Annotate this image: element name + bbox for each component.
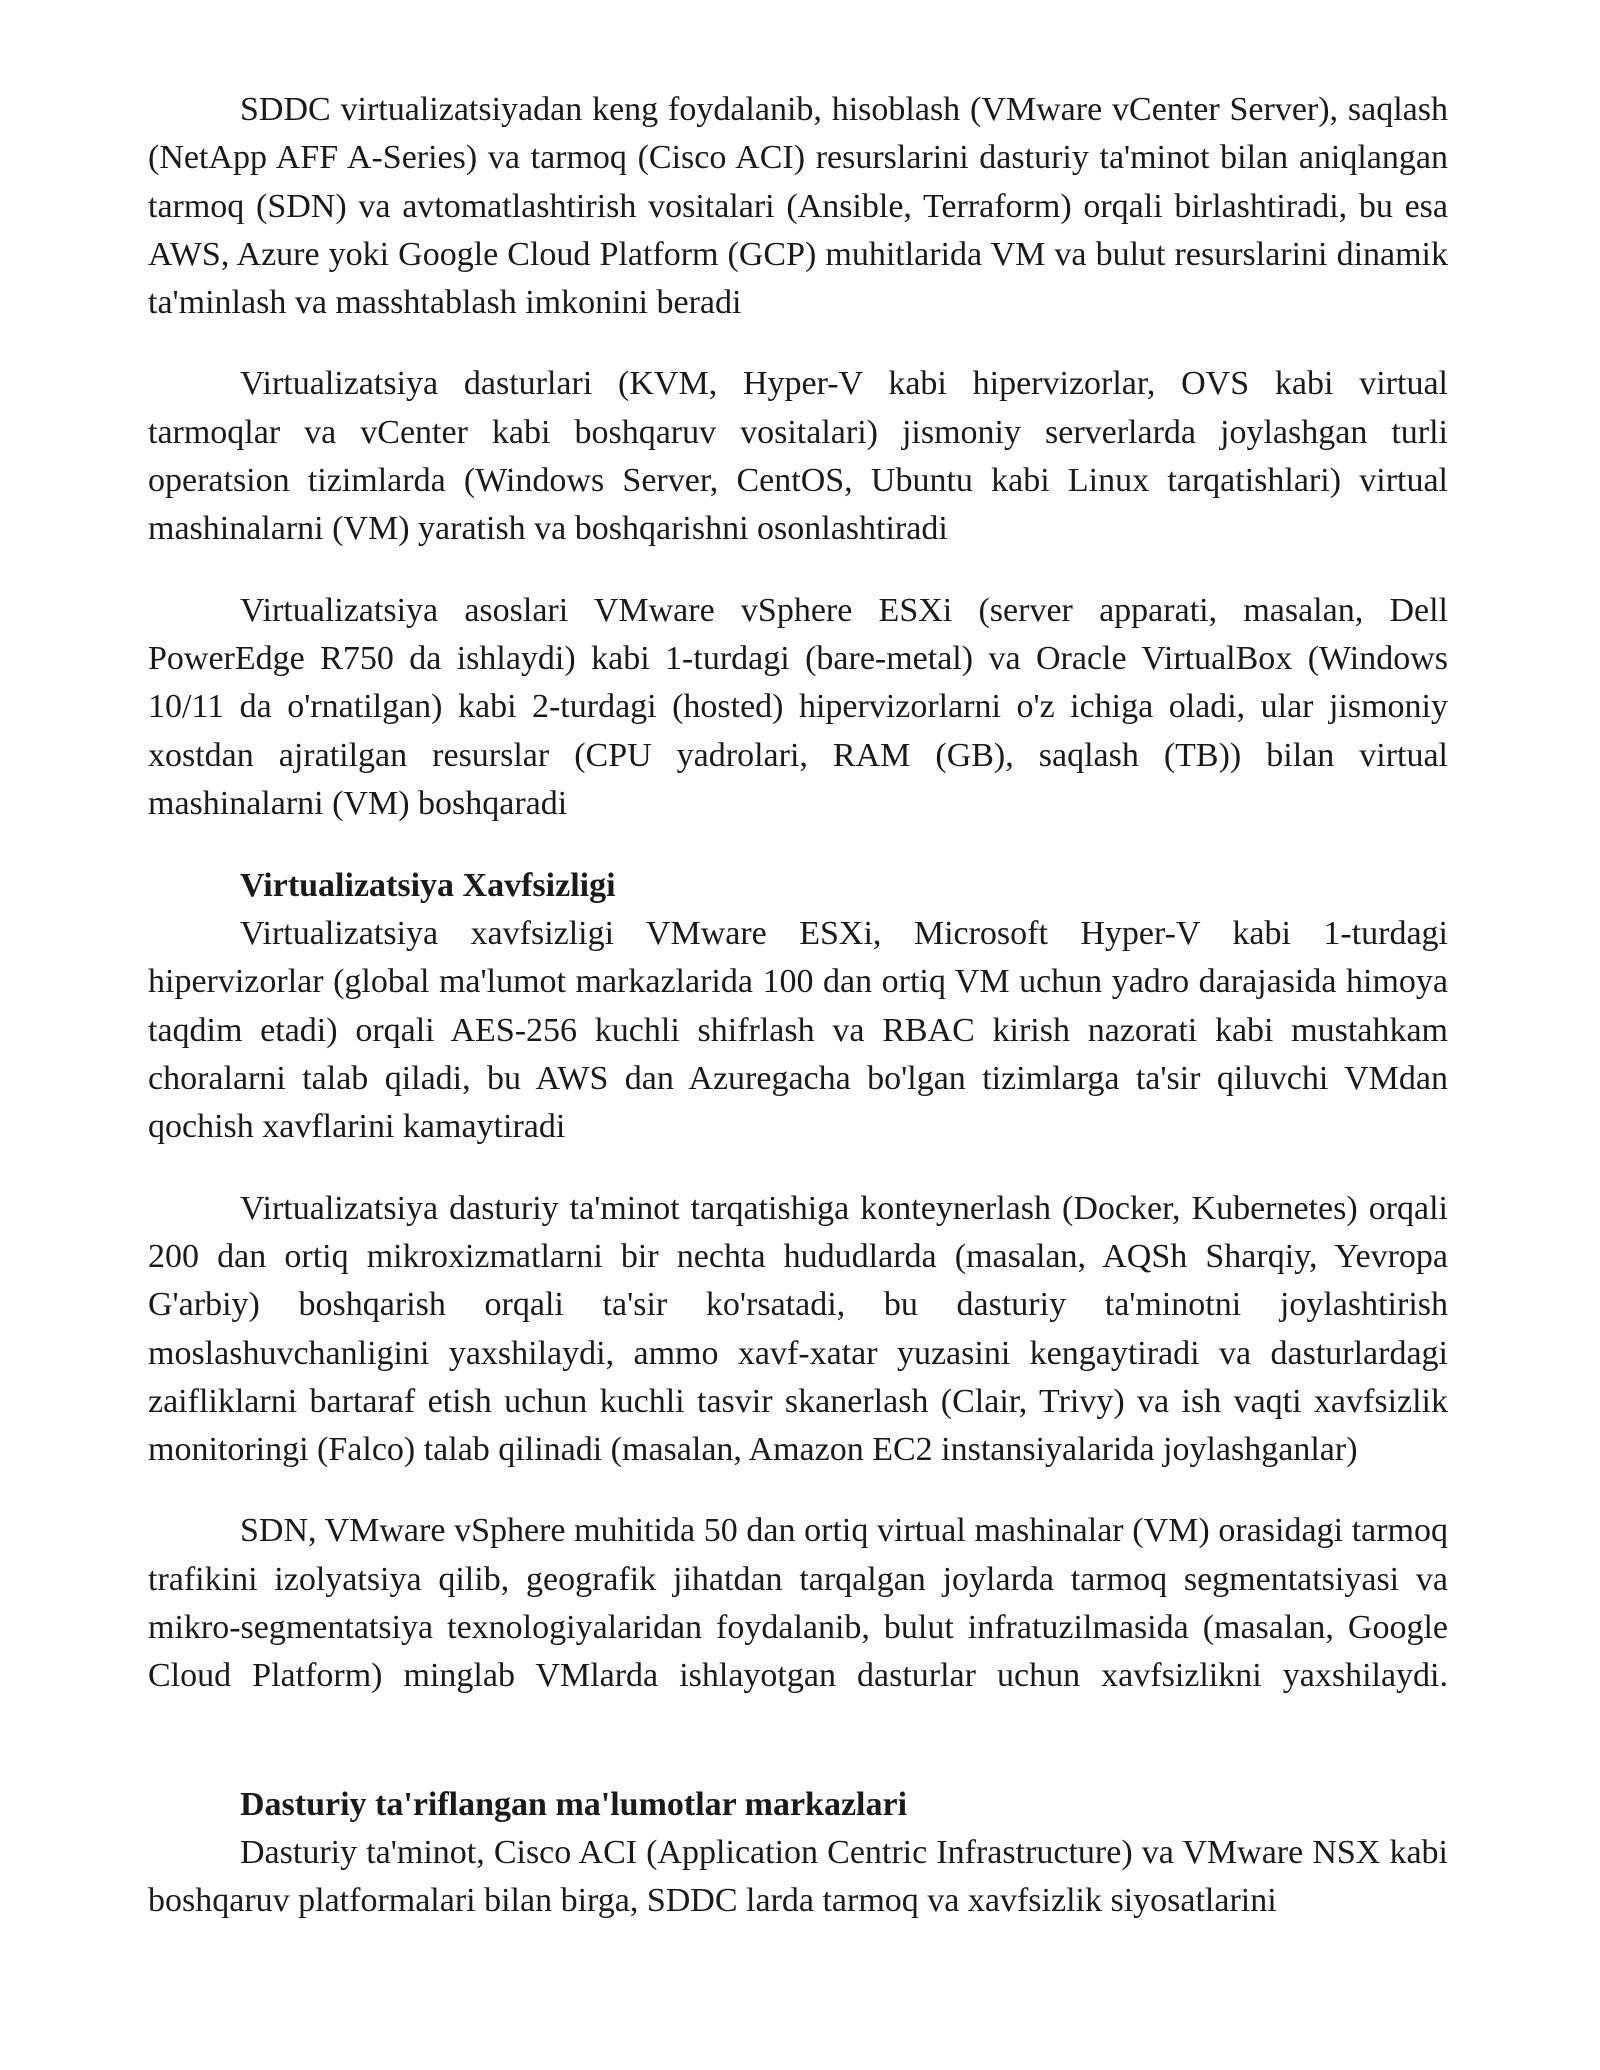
paragraph-sddc-platforms: Dasturiy ta'minot, Cisco ACI (Application Centric Infrastructure) va VMware NSX kabi boshqaruv platformalari bilan birga, SDDC larda tarmoq va xavfsizlik siyosatlarini bbox=[148, 1833, 1448, 1919]
paragraph-security-sdn: SDN, VMware vSphere muhitida 50 dan ortiq virtual mashinalar (VM) orasidagi tarmoq trafikini izolyatsiya qilib, geografik jihatdan tarqalgan joylarda tarmoq segmentatsiyasi va mikro-segmentatsiya texnologiyalaridan foydalanib, bulut infratuzilmasida (masalan, Google Cloud Platform) minglab VMlarda ishlayotgan dasturlar uchun xavfsizlikni yaxshilaydi. bbox=[148, 1512, 1448, 1695]
heading-software-defined-datacenters: Dasturiy ta'riflangan ma'lumotlar markazlari bbox=[240, 1785, 908, 1823]
paragraph-sddc-overview: SDDC virtualizatsiyadan keng foydalanib, hisoblash (VMware vCenter Server), saqlash (NetApp AFF A-Series) va tarmoq (Cisco ACI) resurslarini dasturiy ta'minot bilan aniqlangan tarmoq (SDN) va avtomatlashtirish vositalari (Ansible, Terraform) orqali birlashtiradi, bu esa AWS, Azure yoki Google Cloud Platform (GCP) muhitlarida VM va bulut resurslarini dinamik ta'minlash va masshtablash imkonini beradi bbox=[148, 91, 1448, 322]
paragraph-virtualization-software: Virtualizatsiya dasturlari (KVM, Hyper-V kabi hipervizorlar, OVS kabi virtual tarmoqlar va vCenter kabi boshqaruv vositalari) jismoniy serverlarda joylashgan turli operatsion tizimlarda (Windows Server, CentOS, Ubuntu kabi Linux tarqatishlari) virtual mashinalarni (VM) yaratish va boshqarishni osonlashtiradi bbox=[148, 365, 1448, 548]
document-page bbox=[148, 86, 1448, 1925]
paragraph-security-hypervisors: Virtualizatsiya xavfsizligi VMware ESXi, Microsoft Hyper-V kabi 1-turdagi hipervizorlar (global ma'lumot markazlarida 100 dan ortiq VM uchun yadro darajasida himoya taqdim etadi) orqali AES-256 kuchli shifrlash va RBAC kirish nazorati kabi mustahkam choralarni talab qiladi, bu AWS dan Azuregacha bo'lgan tizimlarga ta'sir qiluvchi VMdan qochish xavflarini kamaytiradi bbox=[148, 915, 1448, 1146]
heading-virtualization-security: Virtualizatsiya Xavfsizligi bbox=[240, 867, 616, 905]
paragraph-virtualization-basics: Virtualizatsiya asoslari VMware vSphere ESXi (server apparati, masalan, Dell PowerEdge R750 da ishlaydi) kabi 1-turdagi (bare-metal) va Oracle VirtualBox (Windows 10/11 da o'rnatilgan) kabi 2-turdagi (hosted) hipervizorlarni o'z ichiga oladi, ular jismoniy xostdan ajratilgan resurslar (CPU yadrolari, RAM (GB), saqlash (TB)) bilan virtual mashinalarni (VM) boshqaradi bbox=[148, 591, 1448, 822]
paragraph-security-containers: Virtualizatsiya dasturiy ta'minot tarqatishiga konteynerlash (Docker, Kubernetes) orqali 200 dan ortiq mikroxizmatlarni bir nechta hududlarda (masalan, AQSh Sharqiy, Yevropa G'arbiy) boshqarish orqali ta'sir ko'rsatadi, bu dasturiy ta'minotni joylashtirish moslashuvchanligini yaxshilaydi, ammo xavf-xatar yuzasini kengaytiradi va dasturlardagi zaifliklarni bartaraf etish uchun kuchli tasvir skanerlash (Clair, Trivy) va ish vaqti xavfsizlik monitoringi (Falco) talab qilinadi (masalan, Amazon EC2 instansiyalarida joylashganlar) bbox=[148, 1189, 1448, 1469]
